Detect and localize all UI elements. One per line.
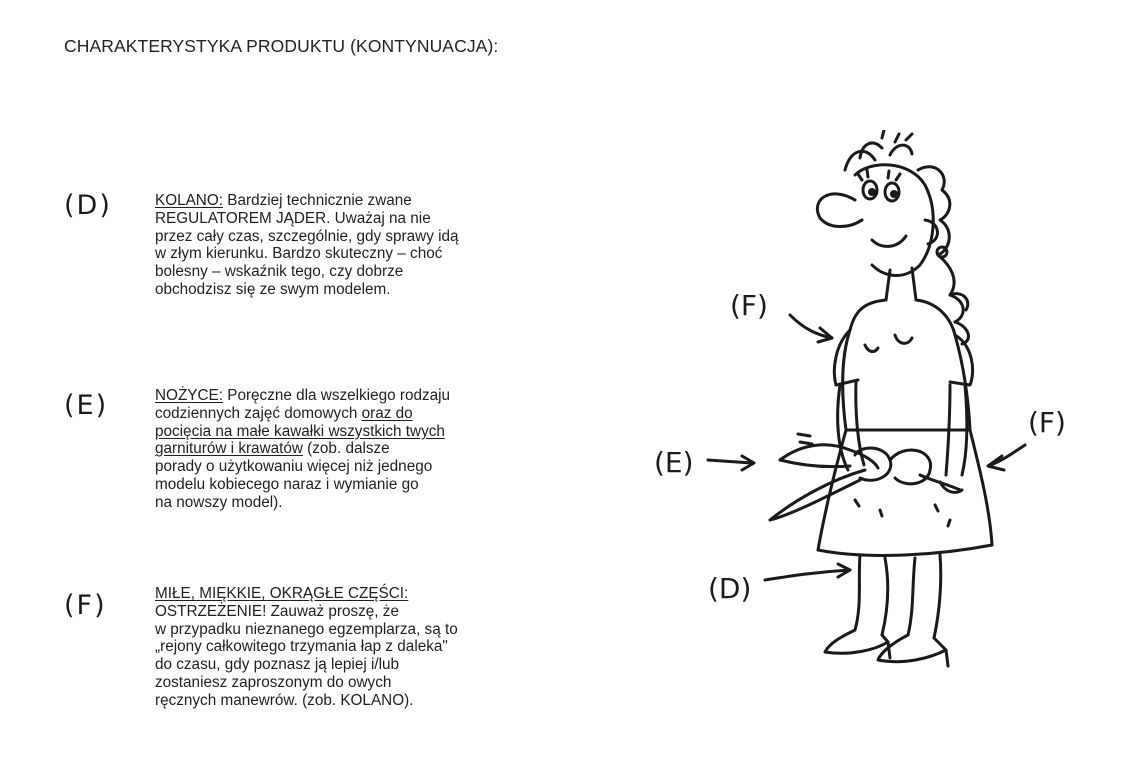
- illustration-label-f-hip: (F): [1028, 406, 1066, 439]
- legs: [855, 555, 941, 638]
- section-f-text: MIŁE, MIĘKKIE, OKRĄGŁE CZĘŚCI: OSTRZEŻENIE! Zauważ proszę, że w przypadku nieznanego egzemplarza, są to „rejony całkowitego trzymania łap z daleka" do czasu, gdy poznasz ją lepiej i/lub zostaniesz zaproszonym do owych ręcznych manewrów. (zob. KOLANO).: [155, 585, 458, 709]
- section-letter-e: (E): [64, 390, 109, 421]
- shoes: [825, 630, 948, 666]
- illustration-label-d-knee: (D): [708, 572, 752, 605]
- section-e-text: NOŻYCE: Poręczne dla wszelkiego rodzaju codziennych zajęć domowych oraz do pocięcia na małe kawałki wszystkich twych garniturów i krawatów (zob. dalsze porady o użytkowaniu więcej niż jednego modelu kobiecego naraz i wymianie go na nowszy model).: [155, 387, 451, 511]
- section-e-heading: NOŻYCE:: [155, 387, 223, 404]
- illustration-label-f-chest: (F): [730, 289, 768, 322]
- section-f-heading: MIŁE, MIĘKKIE, OKRĄGŁE CZĘŚCI:: [155, 585, 409, 602]
- section-d-text: KOLANO: Bardziej technicznie zwane REGULATOREM JĄDER. Uważaj na nie przez cały czas, szczególnie, gdy sprawy idą w złym kierunku. Bardzo skuteczny – choć bolesny – wskaźnik tego, czy dobrze obchodzisz się ze swym modelem.: [155, 192, 459, 298]
- head: [817, 165, 947, 276]
- cartoon-woman-illustration: [650, 130, 1120, 690]
- illustration-label-e-scissors: (E): [654, 446, 694, 479]
- page-title: CHARAKTERYSTYKA PRODUKTU (KONTYNUACJA):: [64, 36, 499, 56]
- scissors: [770, 434, 962, 520]
- section-letter-f: (F): [64, 590, 107, 621]
- section-letter-d: (D): [64, 190, 112, 221]
- section-d-heading: KOLANO:: [155, 192, 224, 209]
